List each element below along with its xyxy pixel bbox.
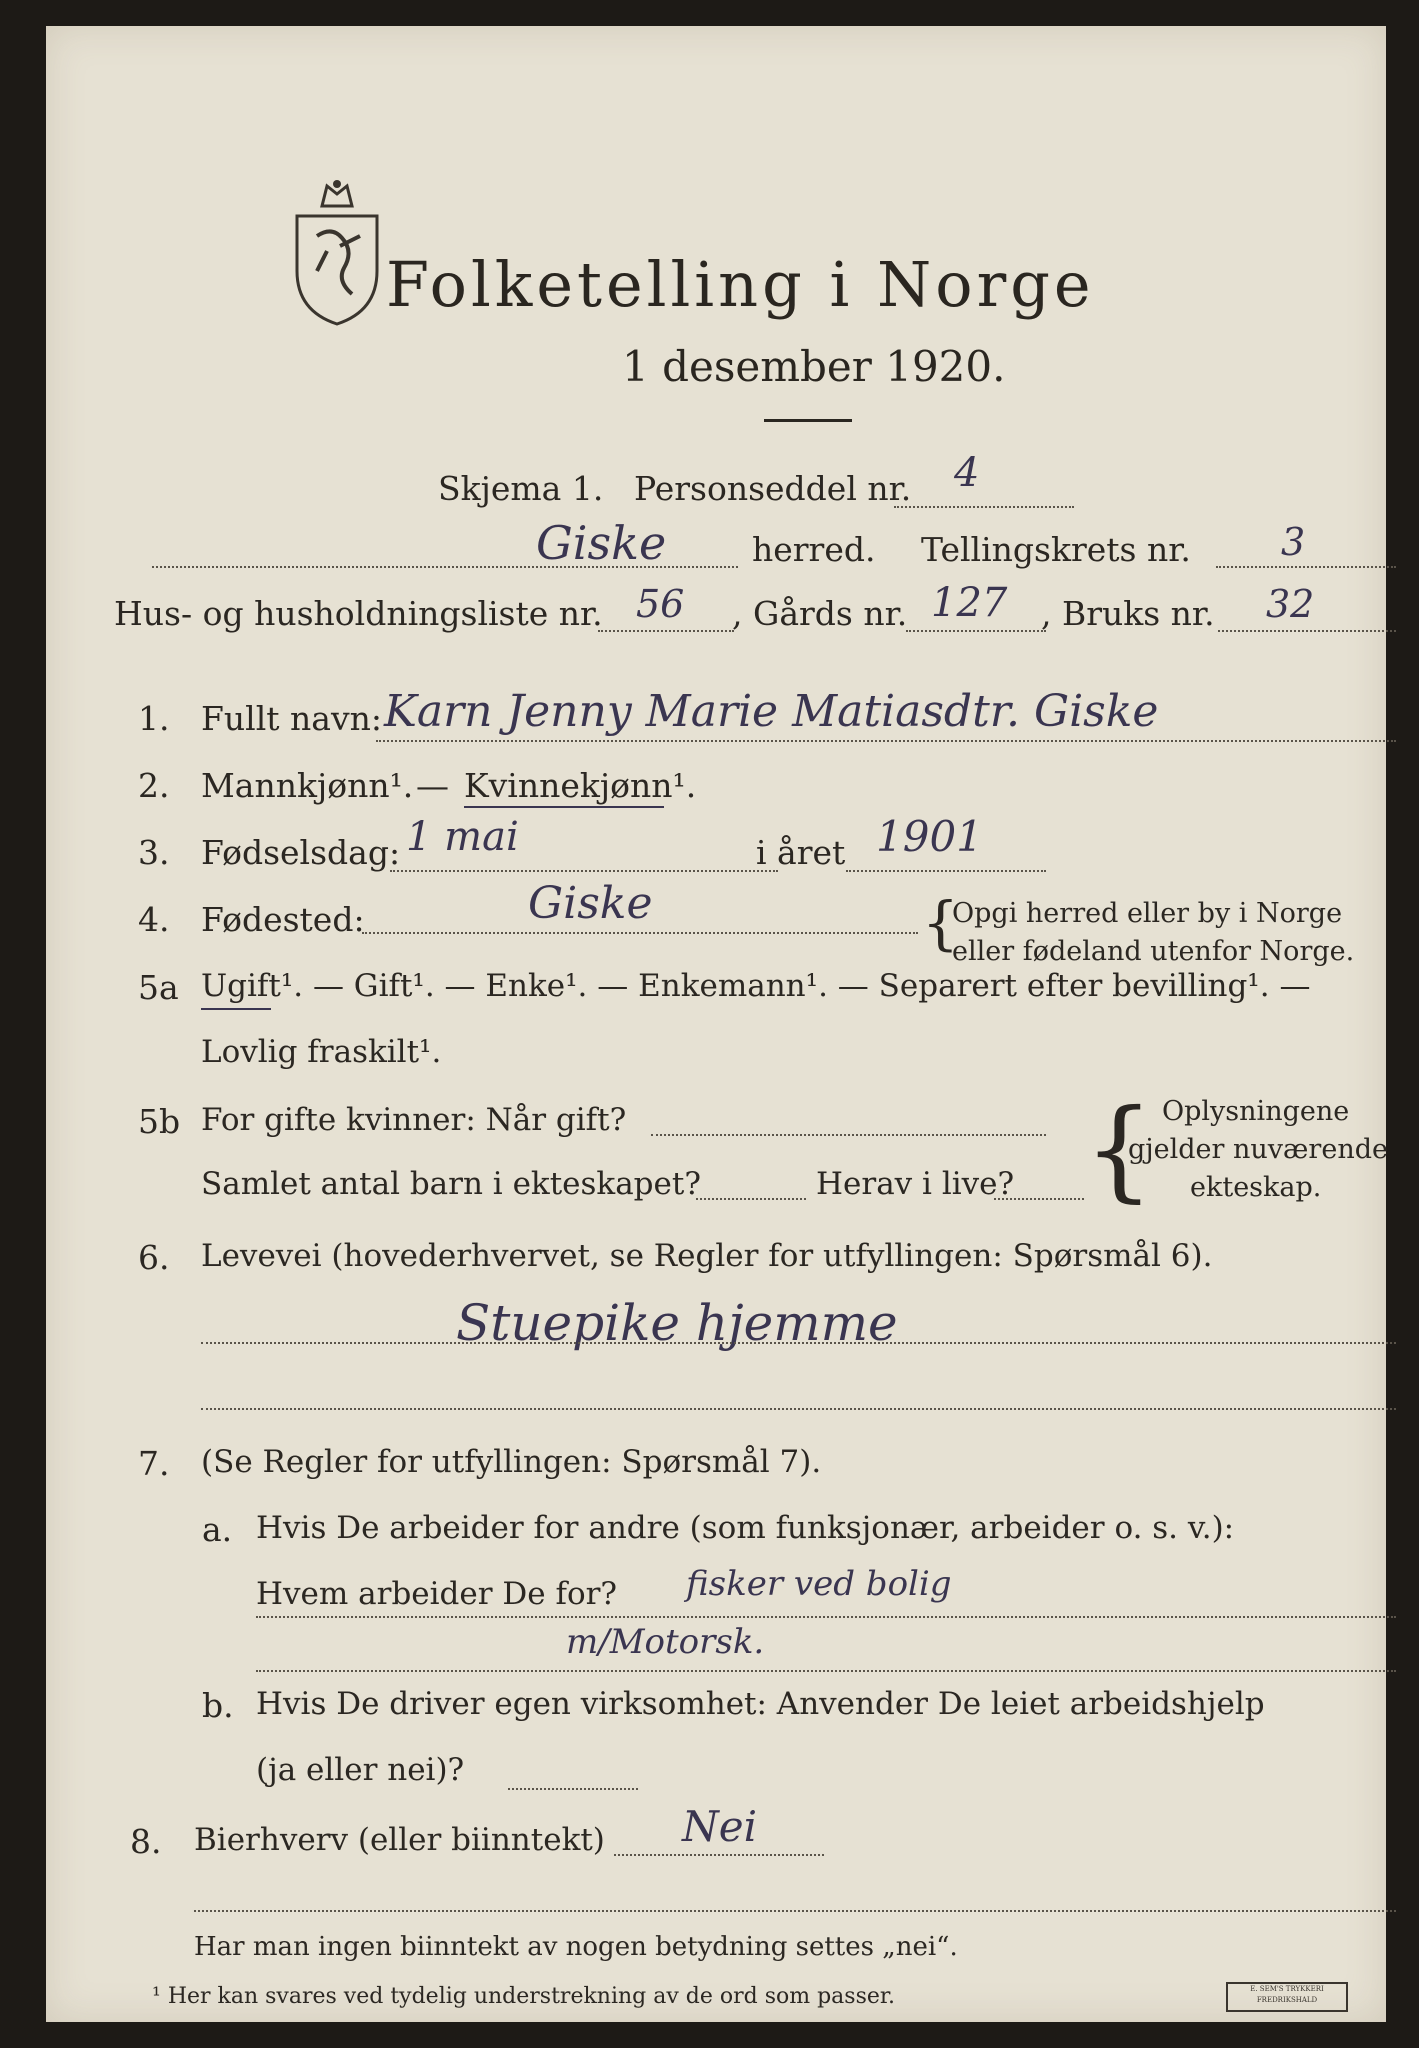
q4-note-1: Opgi herred eller by i Norge (952, 898, 1343, 929)
hus-line (598, 630, 734, 632)
q4-number: 4. (138, 900, 170, 939)
q4-brace: { (922, 889, 959, 957)
form-date: 1 desember 1920. (622, 342, 1006, 391)
q7b-line-1: Hvis De driver egen virksomhet: Anvender De leiet arbeidshjelp (256, 1686, 1265, 1722)
herred-value: Giske (536, 516, 667, 570)
q7a-line-a (256, 1616, 1396, 1618)
printer-stamp (1226, 1982, 1348, 2012)
q7a-value-1: fisker ved bolig (686, 1564, 952, 1604)
q5b-alive-line (994, 1198, 1084, 1200)
q8-label: Bierhverv (eller biinntekt) (194, 1822, 605, 1858)
q4-value: Giske (528, 878, 653, 929)
q6-line-1 (201, 1342, 1396, 1344)
skjema-label: Skjema 1. (438, 469, 604, 508)
q5b-line-1: For gifte kvinner: Når gift? (201, 1102, 627, 1138)
q1-value: Karn Jenny Marie Matiasdtr. Giske (384, 686, 1159, 737)
q2-kvinne: Kvinnekjønn¹. (464, 766, 697, 805)
tellingskrets-value: 3 (1281, 520, 1306, 564)
bruks-line (1218, 630, 1396, 632)
q6-value: Stuepike hjemme (456, 1294, 898, 1352)
q7a-number: a. (202, 1510, 233, 1549)
bruks-value: 32 (1266, 582, 1315, 626)
q3-label: Fødselsdag: (201, 833, 401, 872)
q7a-line-2: Hvem arbeider De for? (256, 1576, 618, 1612)
q6-label: Levevei (hovederhvervet, se Regler for utfyllingen: Spørsmål 6). (201, 1238, 1213, 1274)
q7a-line-b (256, 1670, 1396, 1672)
q5b-note-3: ekteskap. (1190, 1172, 1322, 1203)
q4-line (362, 932, 918, 934)
personseddel-value: 4 (954, 450, 980, 496)
q5b-number: 5b (138, 1102, 181, 1141)
q5a-line-2: Lovlig fraskilt¹. (201, 1034, 442, 1070)
q8-line (614, 1854, 824, 1856)
q7-label: (Se Regler for utfyllingen: Spørsmål 7). (201, 1444, 822, 1480)
q3-line (390, 870, 778, 872)
q3-value: 1 mai (406, 814, 519, 860)
q2-kvinne-underline (464, 806, 664, 808)
q3-year-value: 1901 (876, 812, 983, 861)
hus-label: Hus- og husholdningsliste nr. (114, 594, 603, 633)
q6-number: 6. (138, 1238, 170, 1277)
q3-number: 3. (138, 833, 170, 872)
q3-year-label: i året (756, 833, 846, 872)
title-rule (764, 419, 852, 422)
q5b-note-2: gjelder nuværende (1128, 1134, 1388, 1165)
q7b-answer-line (508, 1788, 638, 1790)
census-form (46, 26, 1386, 2022)
nei-note: Har man ingen biinntekt av nogen betydning settes „nei“. (194, 1932, 958, 1962)
q1-number: 1. (138, 699, 170, 738)
herred-label: herred. (752, 530, 876, 569)
q8-number: 8. (130, 1822, 162, 1861)
q2-number: 2. (138, 766, 170, 805)
printer-stamp-text: E. SEM'S TRYKKERI FREDRIKSHALD (1250, 1985, 1324, 2004)
q4-note-2: eller fødeland utenfor Norge. (952, 936, 1355, 967)
q4-label: Fødested: (201, 900, 365, 939)
gards-value: 127 (931, 580, 1008, 626)
personseddel-line (894, 506, 1074, 508)
q2-dash: — (416, 766, 449, 805)
q1-line (376, 740, 1396, 742)
form-title: Folketelling i Norge (386, 248, 1095, 321)
q5b-line-2a: Samlet antal barn i ekteskapet? (201, 1166, 701, 1202)
personseddel-label: Personseddel nr. (634, 469, 912, 508)
q7-number: 7. (138, 1444, 170, 1483)
q7b-line-2: (ja eller nei)? (256, 1752, 465, 1788)
gards-label: , Gårds nr. (732, 594, 908, 633)
q3-year-line (846, 870, 1046, 872)
q7a-line-1: Hvis De arbeider for andre (som funksjonær, arbeider o. s. v.): (256, 1510, 1235, 1546)
q5a-ugift-underline (201, 1008, 271, 1010)
bruks-label: , Bruks nr. (1041, 594, 1215, 633)
coat-of-arms-icon (282, 176, 392, 326)
q7a-value-2: m/Motorsk. (566, 1622, 765, 1662)
q6-line-2 (201, 1408, 1396, 1410)
q2-mann: Mannkjønn¹. (201, 766, 414, 805)
q5a-line-1: Ugift¹. — Gift¹. — Enke¹. — Enkemann¹. — Separert efter bevilling¹. — (201, 968, 1311, 1004)
tellingskrets-line (1216, 566, 1396, 568)
q1-label: Fullt navn: (201, 699, 382, 738)
q5a-number: 5a (138, 968, 179, 1007)
q8-value: Nei (682, 1802, 758, 1851)
q5b-when-line (651, 1134, 1046, 1136)
hus-value: 56 (636, 582, 685, 626)
gards-line (906, 630, 1046, 632)
q5b-children-line (696, 1198, 806, 1200)
q5b-brace: { (1084, 1085, 1154, 1213)
tellingskrets-label: Tellingskrets nr. (921, 530, 1191, 569)
footnote: ¹ Her kan svares ved tydelig understrekning av de ord som passer. (152, 1984, 895, 2009)
q5b-line-2b: Herav i live? (816, 1166, 1015, 1202)
q8-line-2 (194, 1910, 1396, 1912)
q5b-note-1: Oplysningene (1162, 1096, 1350, 1127)
q7b-number: b. (202, 1686, 234, 1725)
